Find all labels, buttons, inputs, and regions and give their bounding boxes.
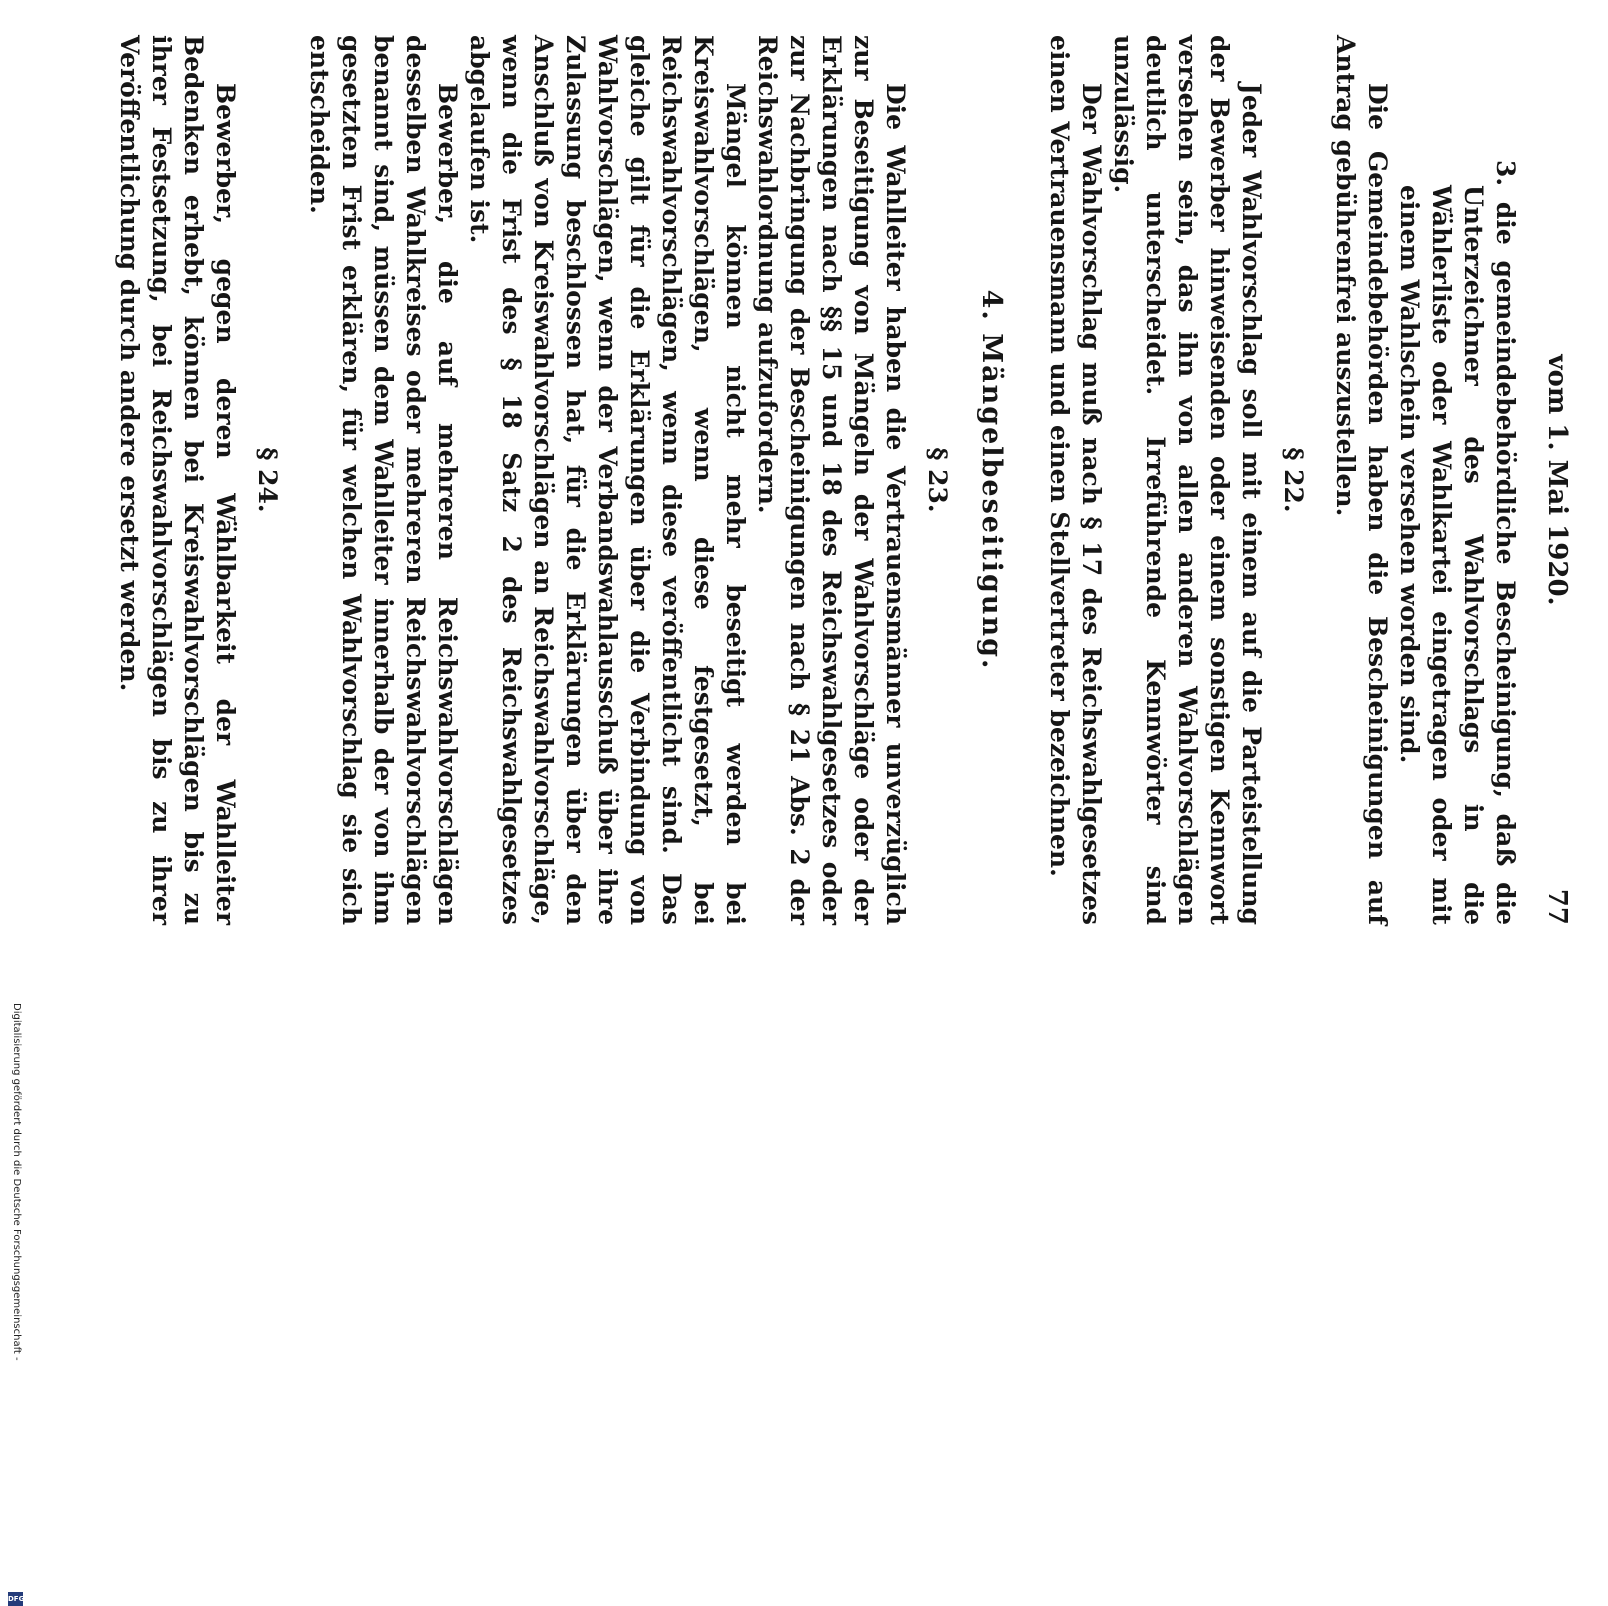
paragraph-fees: Die Gemeindebehörden haben die Bescheinigungen auf Antrag gebührenfrei auszustellen. xyxy=(1331,35,1392,925)
section-heading-22: § 22. xyxy=(1279,447,1308,513)
page-content xyxy=(113,35,1573,925)
section-heading-24: § 24. xyxy=(253,447,282,513)
paragraph-23-3: Bewerber, die auf mehreren Reichswahlvorschlägen desselben Wahlkreises oder mehreren Reichswahlvorschlägen benannt sind, müssen dem Wahlleiter innerhalb der von ihm gesetzten Frist erklären, für welchen Wahlvorschlag sie sich entscheiden. xyxy=(305,35,462,925)
paragraph-23-1: Die Wahlleiter haben die Vertrauensmänner unverzüglich zur Beseitigung von Mängeln der Wahlvorschläge oder der Erklärungen nach §§ 15 und 18 des Reichswahlgesetzes oder zur Nachbringung der Bescheinigungen nach § 21 Abs. 2 der Reichswahlordnung aufzufordern. xyxy=(753,35,910,925)
digitization-note: Digitalisierung gefördert durch die Deutsche Forschungsgemeinschaft - xyxy=(11,1003,22,1361)
paragraph-22-1: Jeder Wahlvorschlag soll mit einem auf die Parteistellung der Bewerber hinweisenden oder einem sonstigen Kennwort versehen sein, das ihn von allen anderen Wahlvorschlägen deutlich unterscheidet. Irreführende Kennwörter sind unzulässig. xyxy=(1109,35,1266,925)
running-title: vom 1. Mai 1920. xyxy=(1542,354,1572,606)
dfg-logo: DFG xyxy=(8,1592,23,1606)
paragraph-24-1: Bewerber, gegen deren Wählbarkeit der Wahlleiter Bedenken erhebt, können bei Kreiswahlvorschlägen bis zu ihrer Festsetzung, bei Reichswahlvorschlägen bis zu ihrer Veröffentlichung durch andere ersetzt werden. xyxy=(115,35,240,925)
section-heading-23: § 23. xyxy=(923,447,952,513)
page-number: 77 xyxy=(1542,888,1572,925)
paragraph-22-2: Der Wahlvorschlag muß nach § 17 des Reichswahlgesetzes einen Vertrauensmann und einen Stellvertreter bezeichnen. xyxy=(1045,35,1106,925)
list-item-3: 3. die gemeindebehördliche Bescheinigung, daß die Unterzeichner des Wahlvorschlags in die Wählerliste oder Wahlkartei eingetragen oder mit einem Wahlschein versehen worden sind. xyxy=(1395,160,1520,925)
paragraph-23-2: Mängel können nicht mehr beseitigt werden bei Kreiswahlvorschlägen, wenn diese festgesetzt, bei Reichswahlvorschlägen, wenn diese veröffentlicht sind. Das gleiche gilt für die Erklärungen über die Verbindung von Wahlvorschlägen, wenn der Verbandswahlausschuß über ihre Zulassung beschlossen hat, für die Erklärungen über den Anschluß von Kreiswahlvorschlägen an Reichswahlvorschläge, wenn die Frist des § 18 Satz 2 des Reichswahlgesetzes abgelaufen ist. xyxy=(465,35,750,925)
page-header xyxy=(1535,35,1573,925)
chapter-heading-4: 4. Mängelbeseitigung. xyxy=(976,289,1007,671)
